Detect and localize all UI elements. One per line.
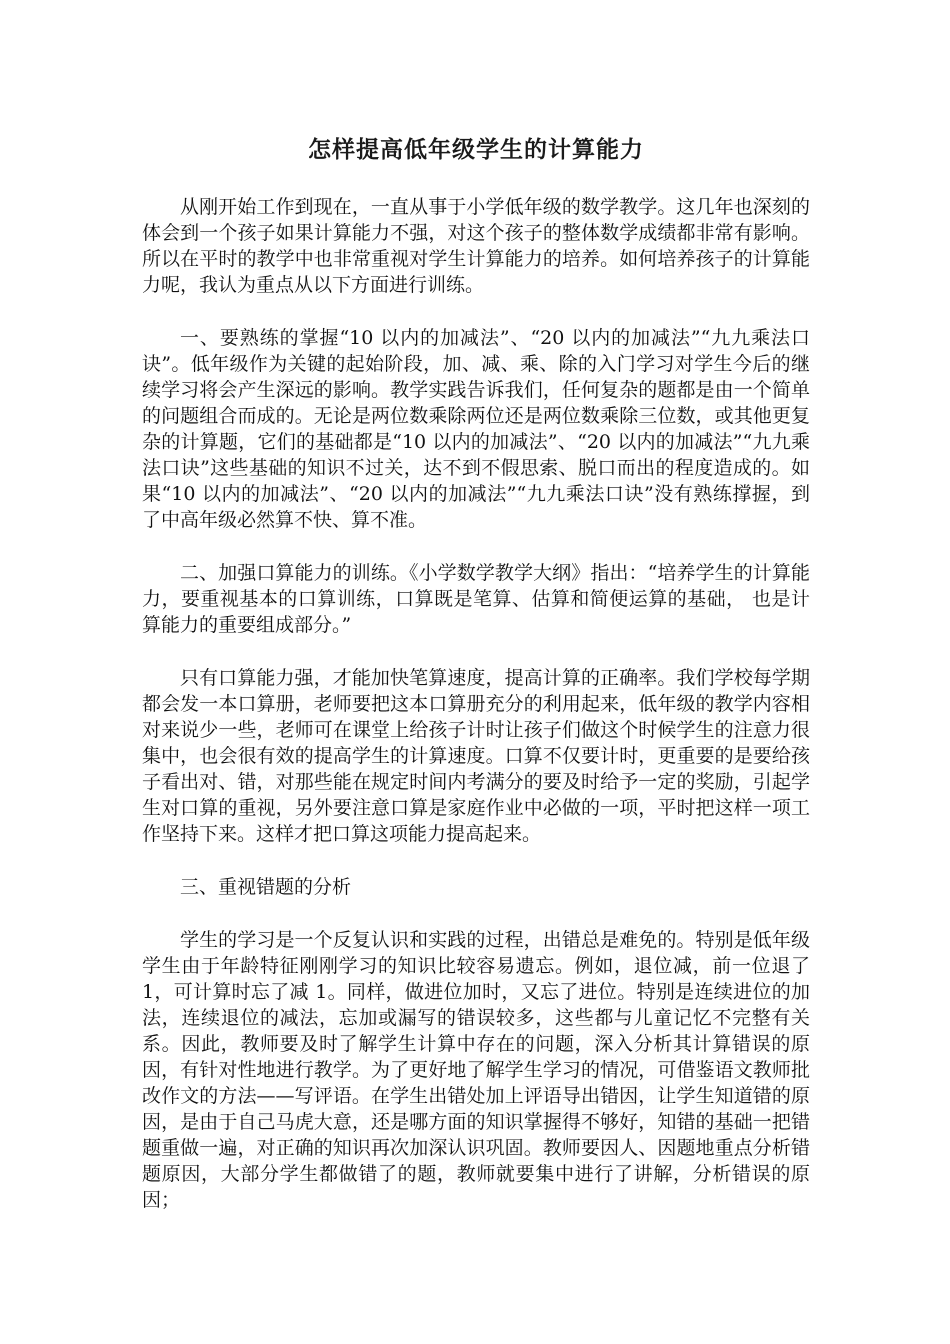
paragraph-oral-calculation: 只有口算能力强，才能加快笔算速度，提高计算的正确率。我们学校每学期都会发一本口算册，老师要把这本口算册充分的利用起来，低年级的教学内容相对来说少一些，老师可在课堂上给孩子计时让孩子们做这个时候学生的注意力很集中，也会很有效的提高学生的计算速度。口算不仅要计时，更重要的是要给孩子看出对、错，对那些能在规定时间内考满分的要及时给予一定的奖励，引起学生对口算的重视，另外要注意口算是家庭作业中必做的一项，平时把这样一项工作坚持下来。这样才把口算这项能力提高起来。 — [142, 667, 810, 845]
document-page — [142, 0, 810, 1213]
paragraph-intro: 从刚开始工作到现在，一直从事于小学低年级的数学教学。这几年也深刻的体会到一个孩子如果计算能力不强，对这个孩子的整体数学成绩都非常有影响。所以在平时的教学中也非常重视对学生计算能力的培养。如何培养孩子的计算能力呢，我认为重点从以下方面进行训练。 — [142, 196, 810, 296]
paragraph-error-analysis: 学生的学习是一个反复认识和实践的过程，出错总是难免的。特别是低年级学生由于年龄特征刚刚学习的知识比较容易遗忘。例如，退位减，前一位退了 1，可计算时忘了减 1。同样，做进位加时，又忘了进位。特别是连续进位的加法，连续退位的减法，忘加或漏写的错误较多，这些都与儿童记忆不完整有关系。因此，教师要及时了解学生计算中存在的问题，深入分析其计算错误的原因，有针对性地进行教学。为了更好地了解学生学习的情况，可借鉴语文教师批改作文的方法——写评语。在学生出错处加上评语导出错因，让学生知道错的原因，是由于自己马虎大意，还是哪方面的知识掌握得不够好，知错的基础一把错题重做一遍，对正确的知识再次加深认识巩固。教师要因人、因题地重点分析错题原因，大部分学生都做错了的题，教师就要集中进行了讲解，分析错误的原因； — [142, 929, 810, 1211]
paragraph-section-1: 一、要熟练的掌握“10 以内的加减法”、“20 以内的加减法”“九九乘法口诀”。低年级作为关键的起始阶段，加、减、乘、除的入门学习对学生今后的继续学习将会产生深远的影响。教学实践告诉我们，任何复杂的题都是由一个简单的问题组合而成的。无论是两位数乘除两位还是两位数乘除三位数，或其他更复杂的计算题，它们的基础都是“10 以内的加减法”、“20 以内的加减法”“九九乘法口诀”这些基础的知识不过关，达不到不假思索、脱口而出的程度造成的。如果“10 以内的加减法”、“20 以内的加减法”“九九乘法口诀”没有熟练撑握，到了中高年级必然算不快、算不准。 — [142, 327, 810, 531]
paragraph-section-3-heading: 三、重视错题的分析 — [180, 876, 352, 898]
paragraph-section-2: 二、加强口算能力的训练。《小学数学教学大纲》指出：“培养学生的计算能力，要重视基本的口算训练，口算既是笔算、估算和简便运算的基础， 也是计算能力的重要组成部分。” — [142, 562, 810, 636]
document-title: 怎样提高低年级学生的计算能力 — [308, 137, 644, 163]
